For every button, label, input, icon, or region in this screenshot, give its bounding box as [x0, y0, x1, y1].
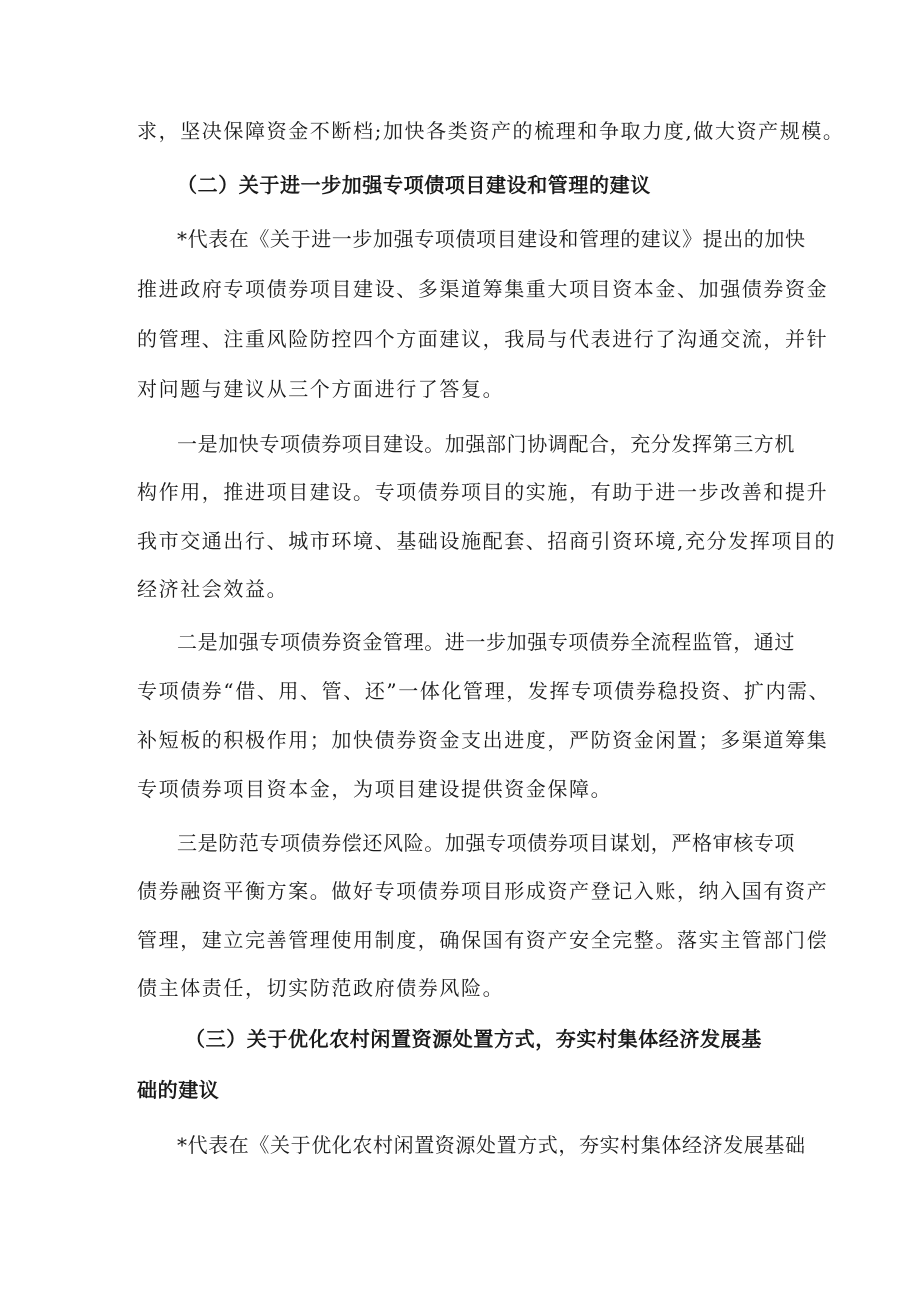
paragraph-line: 专项债券“借、用、管、还”一体化管理，发挥专项债券稳投资、扩内需、	[137, 679, 831, 703]
paragraph-line: 求，坚决保障资金不断档;加快各类资产的梳理和争取力度,做大资产规模。	[137, 119, 845, 143]
section-heading: （三）关于优化农村闲置资源处置方式，夯实村集体经济发展基	[185, 1027, 762, 1051]
paragraph-line: 补短板的积极作用；加快债券资金支出进度，严防资金闲置；多渠道筹集	[137, 728, 829, 752]
paragraph-line: *代表在《关于优化农村闲置资源处置方式，夯实村集体经济发展基础	[177, 1133, 806, 1157]
section-heading-continuation: 础的建议	[137, 1078, 220, 1102]
paragraph-line: 债主体责任，切实防范政府债券风险。	[137, 976, 505, 1000]
section-heading: （二）关于进一步加强专项债项目建设和管理的建议	[177, 173, 651, 197]
paragraph-line: 的管理、注重风险防控四个方面建议，我局与代表进行了沟通交流，并针	[137, 327, 829, 351]
paragraph-line: *代表在《关于进一步加强专项债项目建设和管理的建议》提出的加快	[177, 227, 806, 251]
paragraph-line: 我市交通出行、城市环境、基础设施配套、招商引资环境,充分发挥项目的	[137, 529, 837, 553]
paragraph-line: 债券融资平衡方案。做好专项债券项目形成资产登记入账，纳入国有资产	[137, 879, 829, 903]
paragraph-line: 一是加快专项债券项目建设。加强部门协调配合，充分发挥第三方机	[177, 432, 795, 456]
paragraph-line: 二是加强专项债券资金管理。进一步加强专项债券全流程监管，通过	[177, 630, 795, 654]
paragraph-line: 管理，建立完善管理使用制度，确保国有资产安全完整。落实主管部门偿	[137, 928, 829, 952]
paragraph-line: 专项债券项目资本金，为项目建设提供资金保障。	[137, 777, 613, 801]
paragraph-line: 对问题与建议从三个方面进行了答复。	[137, 377, 505, 401]
paragraph-line: 经济社会效益。	[137, 577, 289, 601]
paragraph-line: 三是防范专项债券偿还风险。加强专项债券项目谋划，严格审核专项	[177, 831, 795, 855]
paragraph-line: 推进政府专项债券项目建设、多渠道筹集重大项目资本金、加强债券资金	[137, 277, 829, 301]
paragraph-line: 构作用，推进项目建设。专项债券项目的实施，有助于进一步改善和提升	[137, 480, 829, 504]
